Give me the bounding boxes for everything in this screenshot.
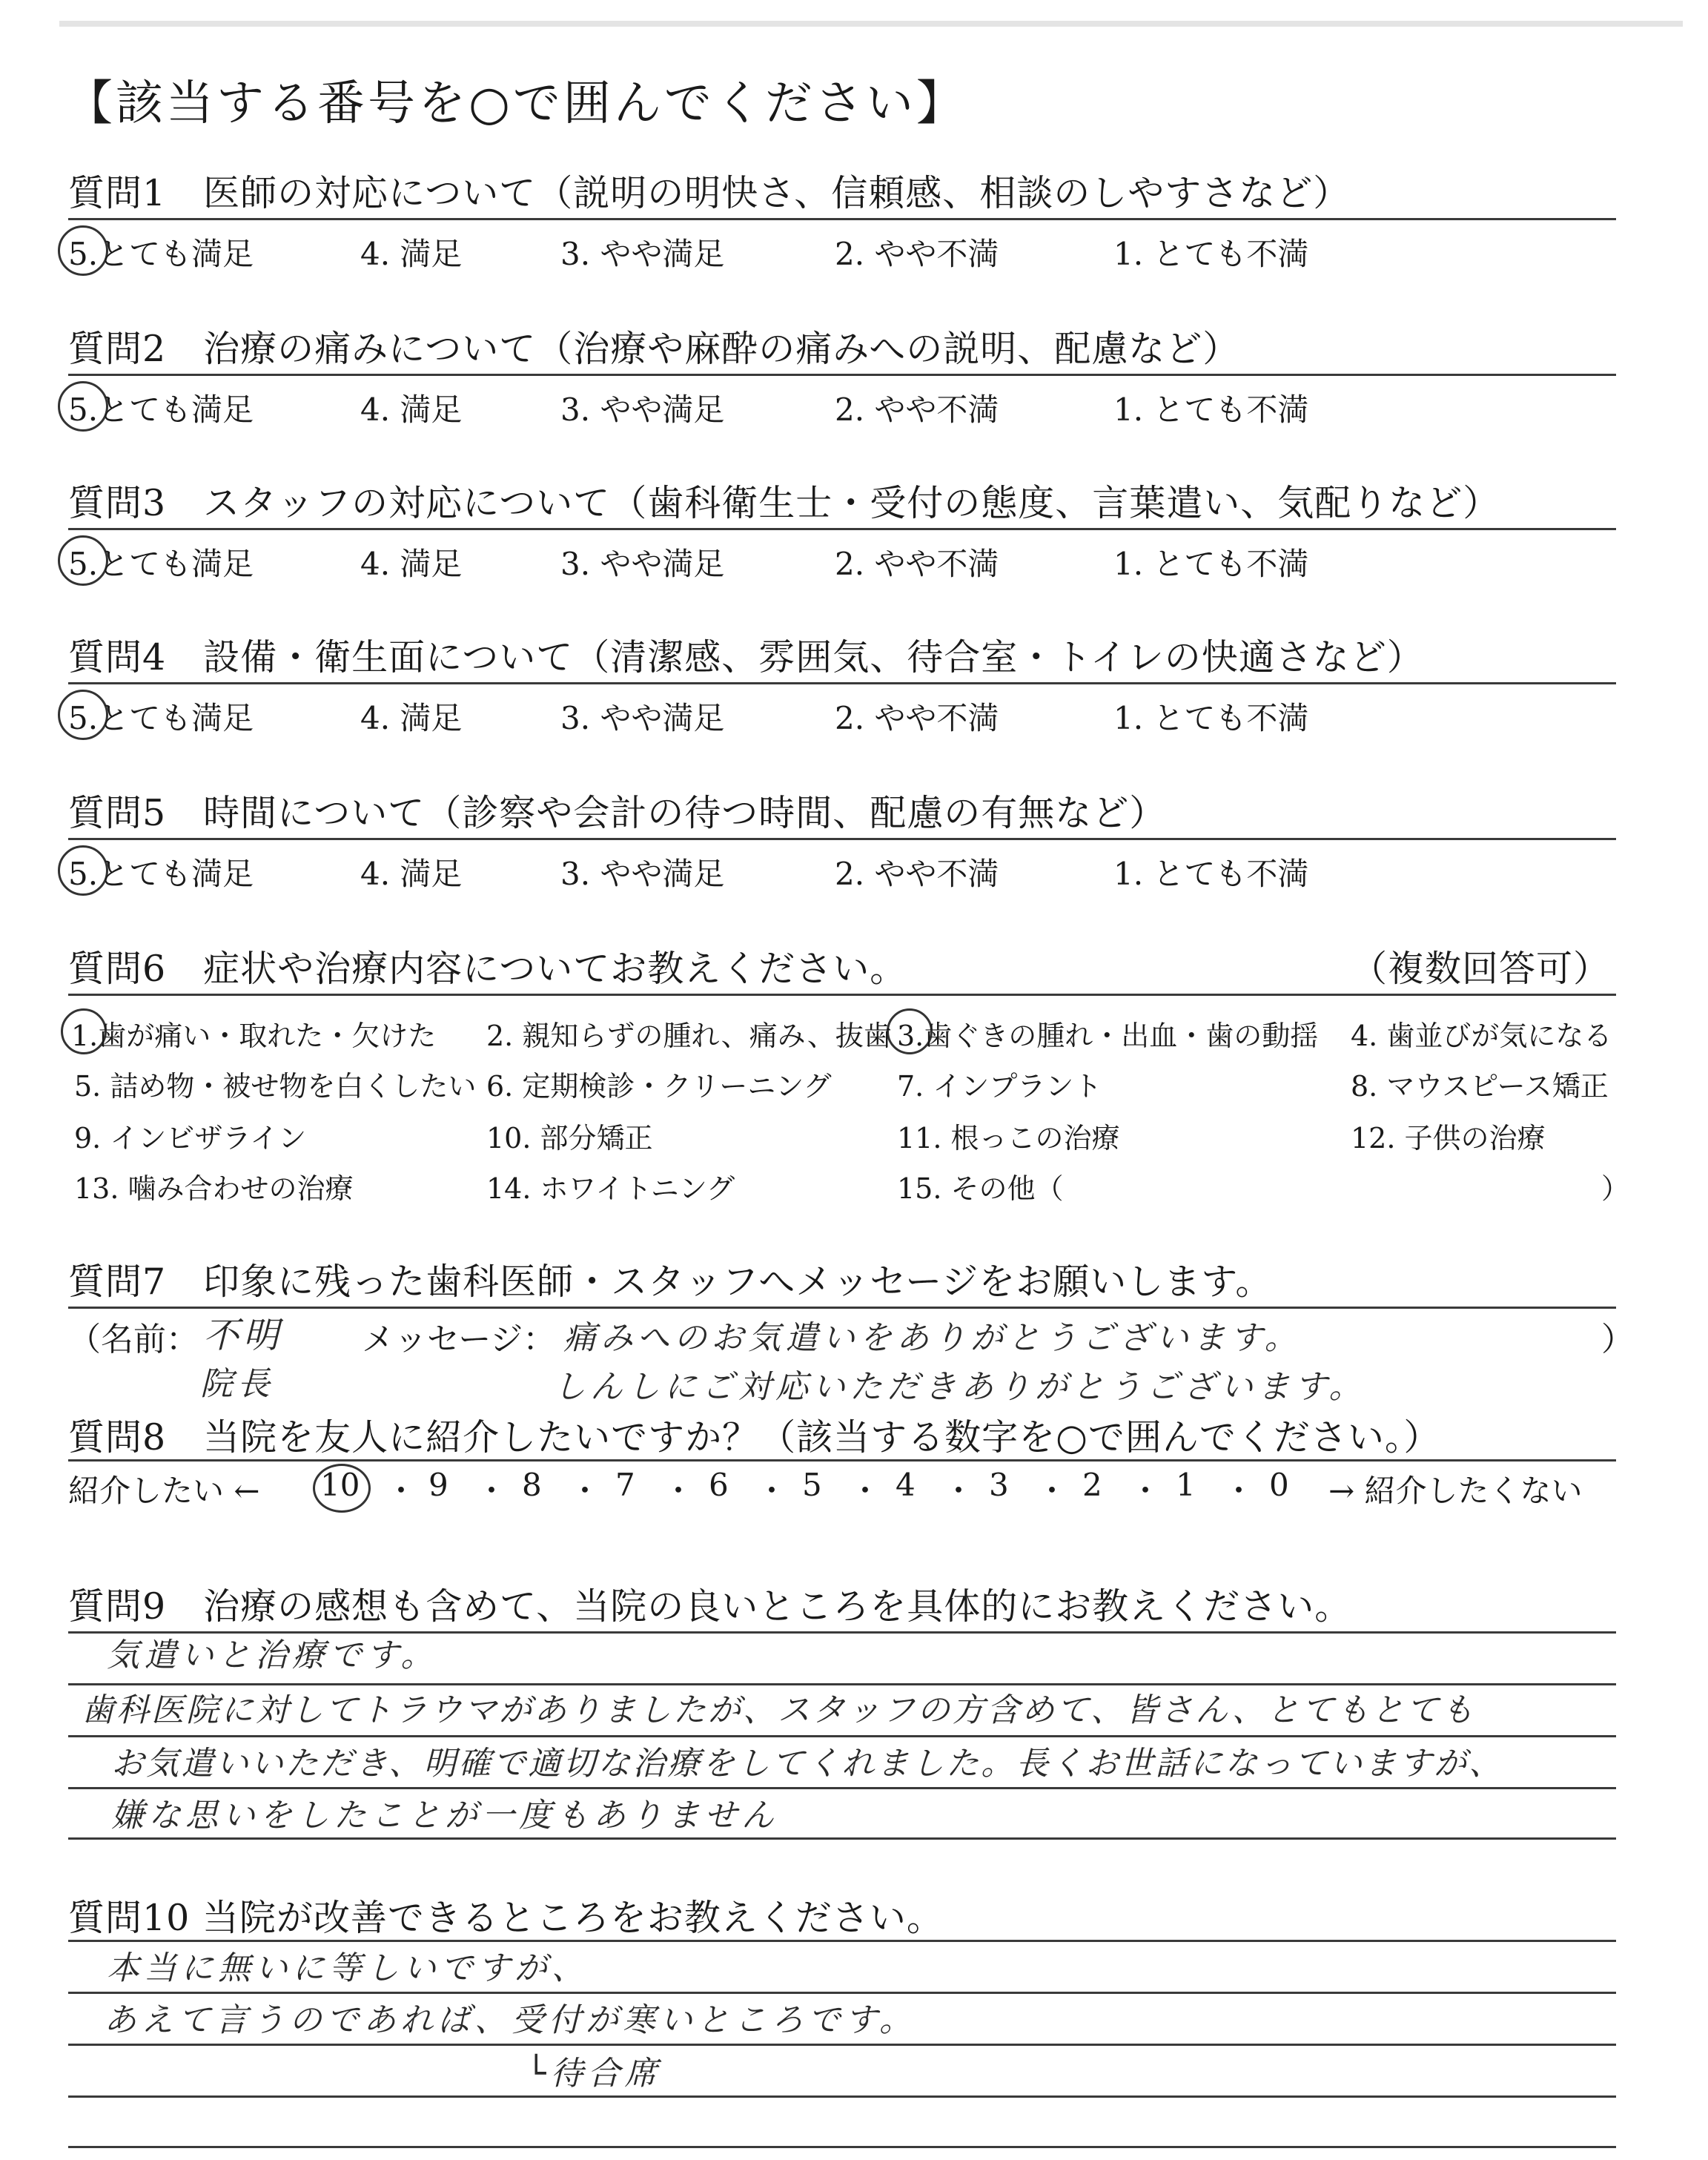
q6-item-10[interactable]: 10. 部分矯正 — [486, 1122, 653, 1155]
q6-item-15-close: ） — [1601, 1172, 1630, 1205]
page-title: 【該当する番号を○で囲んでください】 — [65, 76, 967, 131]
scale-value-10[interactable]: 10 — [320, 1467, 360, 1503]
option-5[interactable] — [68, 540, 254, 584]
question-4-rule — [68, 682, 1616, 684]
message-line-1[interactable]: 痛みへのお気遣いをありがとうございます。 — [563, 1319, 1302, 1357]
q6-item-7[interactable]: 7. インプラント — [897, 1070, 1102, 1103]
option-5[interactable] — [68, 850, 254, 894]
q10-answer-line-1[interactable]: 本当に無いに等しいですが、 — [107, 1949, 589, 1987]
option-5-number: 5. — [68, 700, 99, 736]
scale-value-8[interactable]: 8 — [522, 1467, 542, 1503]
name-label: （名前： — [68, 1321, 199, 1358]
option-1[interactable]: 1. とても不満 — [1113, 856, 1309, 892]
option-5-label: とても満足 — [98, 236, 254, 272]
name-value-2[interactable]: 院長 — [200, 1365, 274, 1403]
option-5[interactable] — [68, 694, 254, 739]
option-5-label: とても満足 — [98, 700, 254, 736]
option-5-number: 5. — [68, 236, 99, 272]
question-2-title: 質問2 治療の痛みについて（治療や麻酔の痛みへの説明、配慮など） — [68, 328, 1240, 370]
option-5-label: とても満足 — [98, 392, 254, 428]
option-5[interactable] — [68, 230, 254, 274]
question-4-title: 質問4 設備・衛生面について（清潔感、雰囲気、待合室・トイレの快適さなど） — [68, 636, 1424, 678]
scale-value-4[interactable]: 4 — [896, 1467, 916, 1503]
question-4-options — [68, 694, 1610, 739]
q6-item-11[interactable]: 11. 根っこの治療 — [897, 1122, 1120, 1155]
scale-dot: ・ — [385, 1473, 417, 1509]
question-1-options — [68, 230, 1610, 274]
option-5-number: 5. — [68, 546, 99, 582]
q9-answer-line-2[interactable]: 歯科医院に対してトラウマがありましたが、スタッフの方含めて、皆さん、とてもとても — [82, 1691, 1476, 1729]
question-5-title: 質問5 時間について（診察や会計の待つ時間、配慮の有無など） — [68, 792, 1167, 834]
q9-answer-line-1[interactable]: 気遣いと治療です。 — [107, 1636, 438, 1674]
option-2[interactable]: 2. やや不満 — [835, 546, 999, 582]
question-9-title: 質問9 治療の感想も含めて、当院の良いところを具体的にお教えください。 — [68, 1585, 1352, 1628]
q10-answer-line-2[interactable]: あえて言うのであれば、受付が寒いところです。 — [104, 2001, 917, 2039]
option-5[interactable] — [68, 386, 254, 430]
option-1[interactable]: 1. とても不満 — [1113, 546, 1309, 582]
q6-item-2[interactable]: 2. 親知らずの腫れ、痛み、抜歯 — [486, 1020, 892, 1052]
scale-dot: ・ — [756, 1473, 788, 1509]
option-1[interactable]: 1. とても不満 — [1113, 392, 1309, 428]
q6-item-12[interactable]: 12. 子供の治療 — [1351, 1122, 1546, 1155]
recommend-scale — [68, 1467, 1618, 1511]
scale-left-label: 紹介したい ← — [68, 1473, 260, 1509]
question-3-options — [68, 540, 1610, 584]
scale-dot: ・ — [476, 1473, 508, 1509]
scale-value-6[interactable]: 6 — [709, 1467, 729, 1503]
name-value[interactable]: 不明 — [203, 1315, 284, 1356]
q10-line-rule — [68, 2044, 1616, 2046]
q6-item-6[interactable]: 6. 定期検診・クリーニング — [486, 1070, 832, 1103]
message-close: ） — [1601, 1321, 1634, 1358]
scale-value-2[interactable]: 2 — [1082, 1467, 1102, 1503]
question-1-rule — [68, 218, 1616, 220]
question-5-options — [68, 850, 1610, 894]
scale-value-1[interactable]: 1 — [1176, 1467, 1196, 1503]
option-4[interactable]: 4. 満足 — [360, 700, 463, 736]
option-5-label: とても満足 — [98, 546, 254, 582]
scale-value-5[interactable]: 5 — [802, 1467, 822, 1503]
option-2[interactable]: 2. やや不満 — [835, 236, 999, 272]
message-line-2[interactable]: しんしにご対応いただきありがとうございます。 — [553, 1368, 1366, 1406]
question-8-rule — [68, 1459, 1616, 1462]
option-5-label: とても満足 — [98, 856, 254, 892]
q9-answer-line-4[interactable]: 嫌な思いをしたことが一度もありません — [111, 1797, 778, 1834]
option-2[interactable]: 2. やや不満 — [835, 856, 999, 892]
scale-dot: ・ — [1223, 1473, 1255, 1509]
option-3[interactable]: 3. やや満足 — [560, 546, 725, 582]
question-6-note: （複数回答可） — [1351, 948, 1611, 990]
q9-answer-line-3[interactable]: お気遣いいただき、明確で適切な治療をしてくれました。長くお世話になっていますが、 — [111, 1745, 1504, 1783]
message-label: メッセージ： — [362, 1321, 556, 1358]
option-1[interactable]: 1. とても不満 — [1113, 700, 1309, 736]
scale-dot: ・ — [1130, 1473, 1162, 1509]
question-3-title: 質問3 スタッフの対応について（歯科衛生士・受付の態度、言葉遣い、気配りなど） — [68, 482, 1500, 524]
option-4[interactable]: 4. 満足 — [360, 236, 463, 272]
option-2[interactable]: 2. やや不満 — [835, 700, 999, 736]
scale-dot: ・ — [569, 1473, 601, 1509]
question-5-rule — [68, 838, 1616, 840]
question-3-rule — [68, 528, 1616, 530]
question-6-rule — [68, 994, 1616, 996]
q6-item-3[interactable]: 3.歯ぐきの腫れ・出血・歯の動揺 — [897, 1020, 1319, 1052]
option-3[interactable]: 3. やや満足 — [560, 700, 725, 736]
q6-item-9[interactable]: 9. インビザライン — [74, 1122, 307, 1155]
q10-line-rule — [68, 2095, 1616, 2098]
q6-item-8[interactable]: 8. マウスピース矯正 — [1351, 1070, 1609, 1103]
q6-item-1[interactable]: 1.歯が痛い・取れた・欠けた — [71, 1020, 437, 1052]
scale-right-label: → 紹介したくない — [1328, 1473, 1583, 1509]
option-4[interactable]: 4. 満足 — [360, 392, 463, 428]
q10-line-rule — [68, 2146, 1616, 2148]
question-2-options — [68, 386, 1610, 430]
question-6-title: 質問6 症状や治療内容についてお教えください。 — [68, 948, 907, 990]
option-3[interactable]: 3. やや満足 — [560, 236, 725, 272]
q6-item-4[interactable]: 4. 歯並びが気になる — [1351, 1020, 1612, 1052]
scale-value-0[interactable]: 0 — [1269, 1467, 1289, 1503]
option-3[interactable]: 3. やや満足 — [560, 392, 725, 428]
scale-dot: ・ — [850, 1473, 881, 1509]
scale-value-3[interactable]: 3 — [989, 1467, 1009, 1503]
scale-value-7[interactable]: 7 — [615, 1467, 635, 1503]
scale-value-9[interactable]: 9 — [428, 1467, 448, 1503]
option-5-number: 5. — [68, 392, 99, 428]
scale-dot: ・ — [1036, 1473, 1068, 1509]
option-4[interactable]: 4. 満足 — [360, 546, 463, 582]
scale-dot: ・ — [663, 1473, 695, 1509]
option-4[interactable]: 4. 満足 — [360, 856, 463, 892]
question-8-title: 質問8 当院を友人に紹介したいですか？（該当する数字を○で囲んでください。） — [68, 1416, 1441, 1459]
q6-item-13[interactable]: 13. 噛み合わせの治療 — [74, 1172, 354, 1205]
question-2-rule — [68, 374, 1616, 376]
top-edge — [59, 21, 1683, 27]
option-1[interactable]: 1. とても不満 — [1113, 236, 1309, 272]
option-2[interactable]: 2. やや不満 — [835, 392, 999, 428]
scale-dot: ・ — [943, 1473, 975, 1509]
q6-item-5[interactable]: 5. 詰め物・被せ物を白くしたい — [74, 1070, 477, 1103]
q9-line-rule — [68, 1837, 1616, 1840]
option-3[interactable]: 3. やや満足 — [560, 856, 725, 892]
q6-item-14[interactable]: 14. ホワイトニング — [486, 1172, 735, 1205]
question-1-title: 質問1 医師の対応について（説明の明快さ、信頼感、相談のしやすさなど） — [68, 172, 1351, 214]
q6-item-15[interactable]: 15. その他（ — [897, 1172, 1064, 1205]
question-7-title: 質問7 印象に残った歯科医師・スタッフへメッセージをお願いします。 — [68, 1261, 1273, 1303]
q10-answer-line-3[interactable]: └待合席 — [526, 2055, 662, 2093]
question-10-title: 質問10 当院が改善できるところをお教えください。 — [68, 1897, 944, 1939]
option-5-number: 5. — [68, 856, 99, 892]
question-7-rule — [68, 1307, 1616, 1309]
